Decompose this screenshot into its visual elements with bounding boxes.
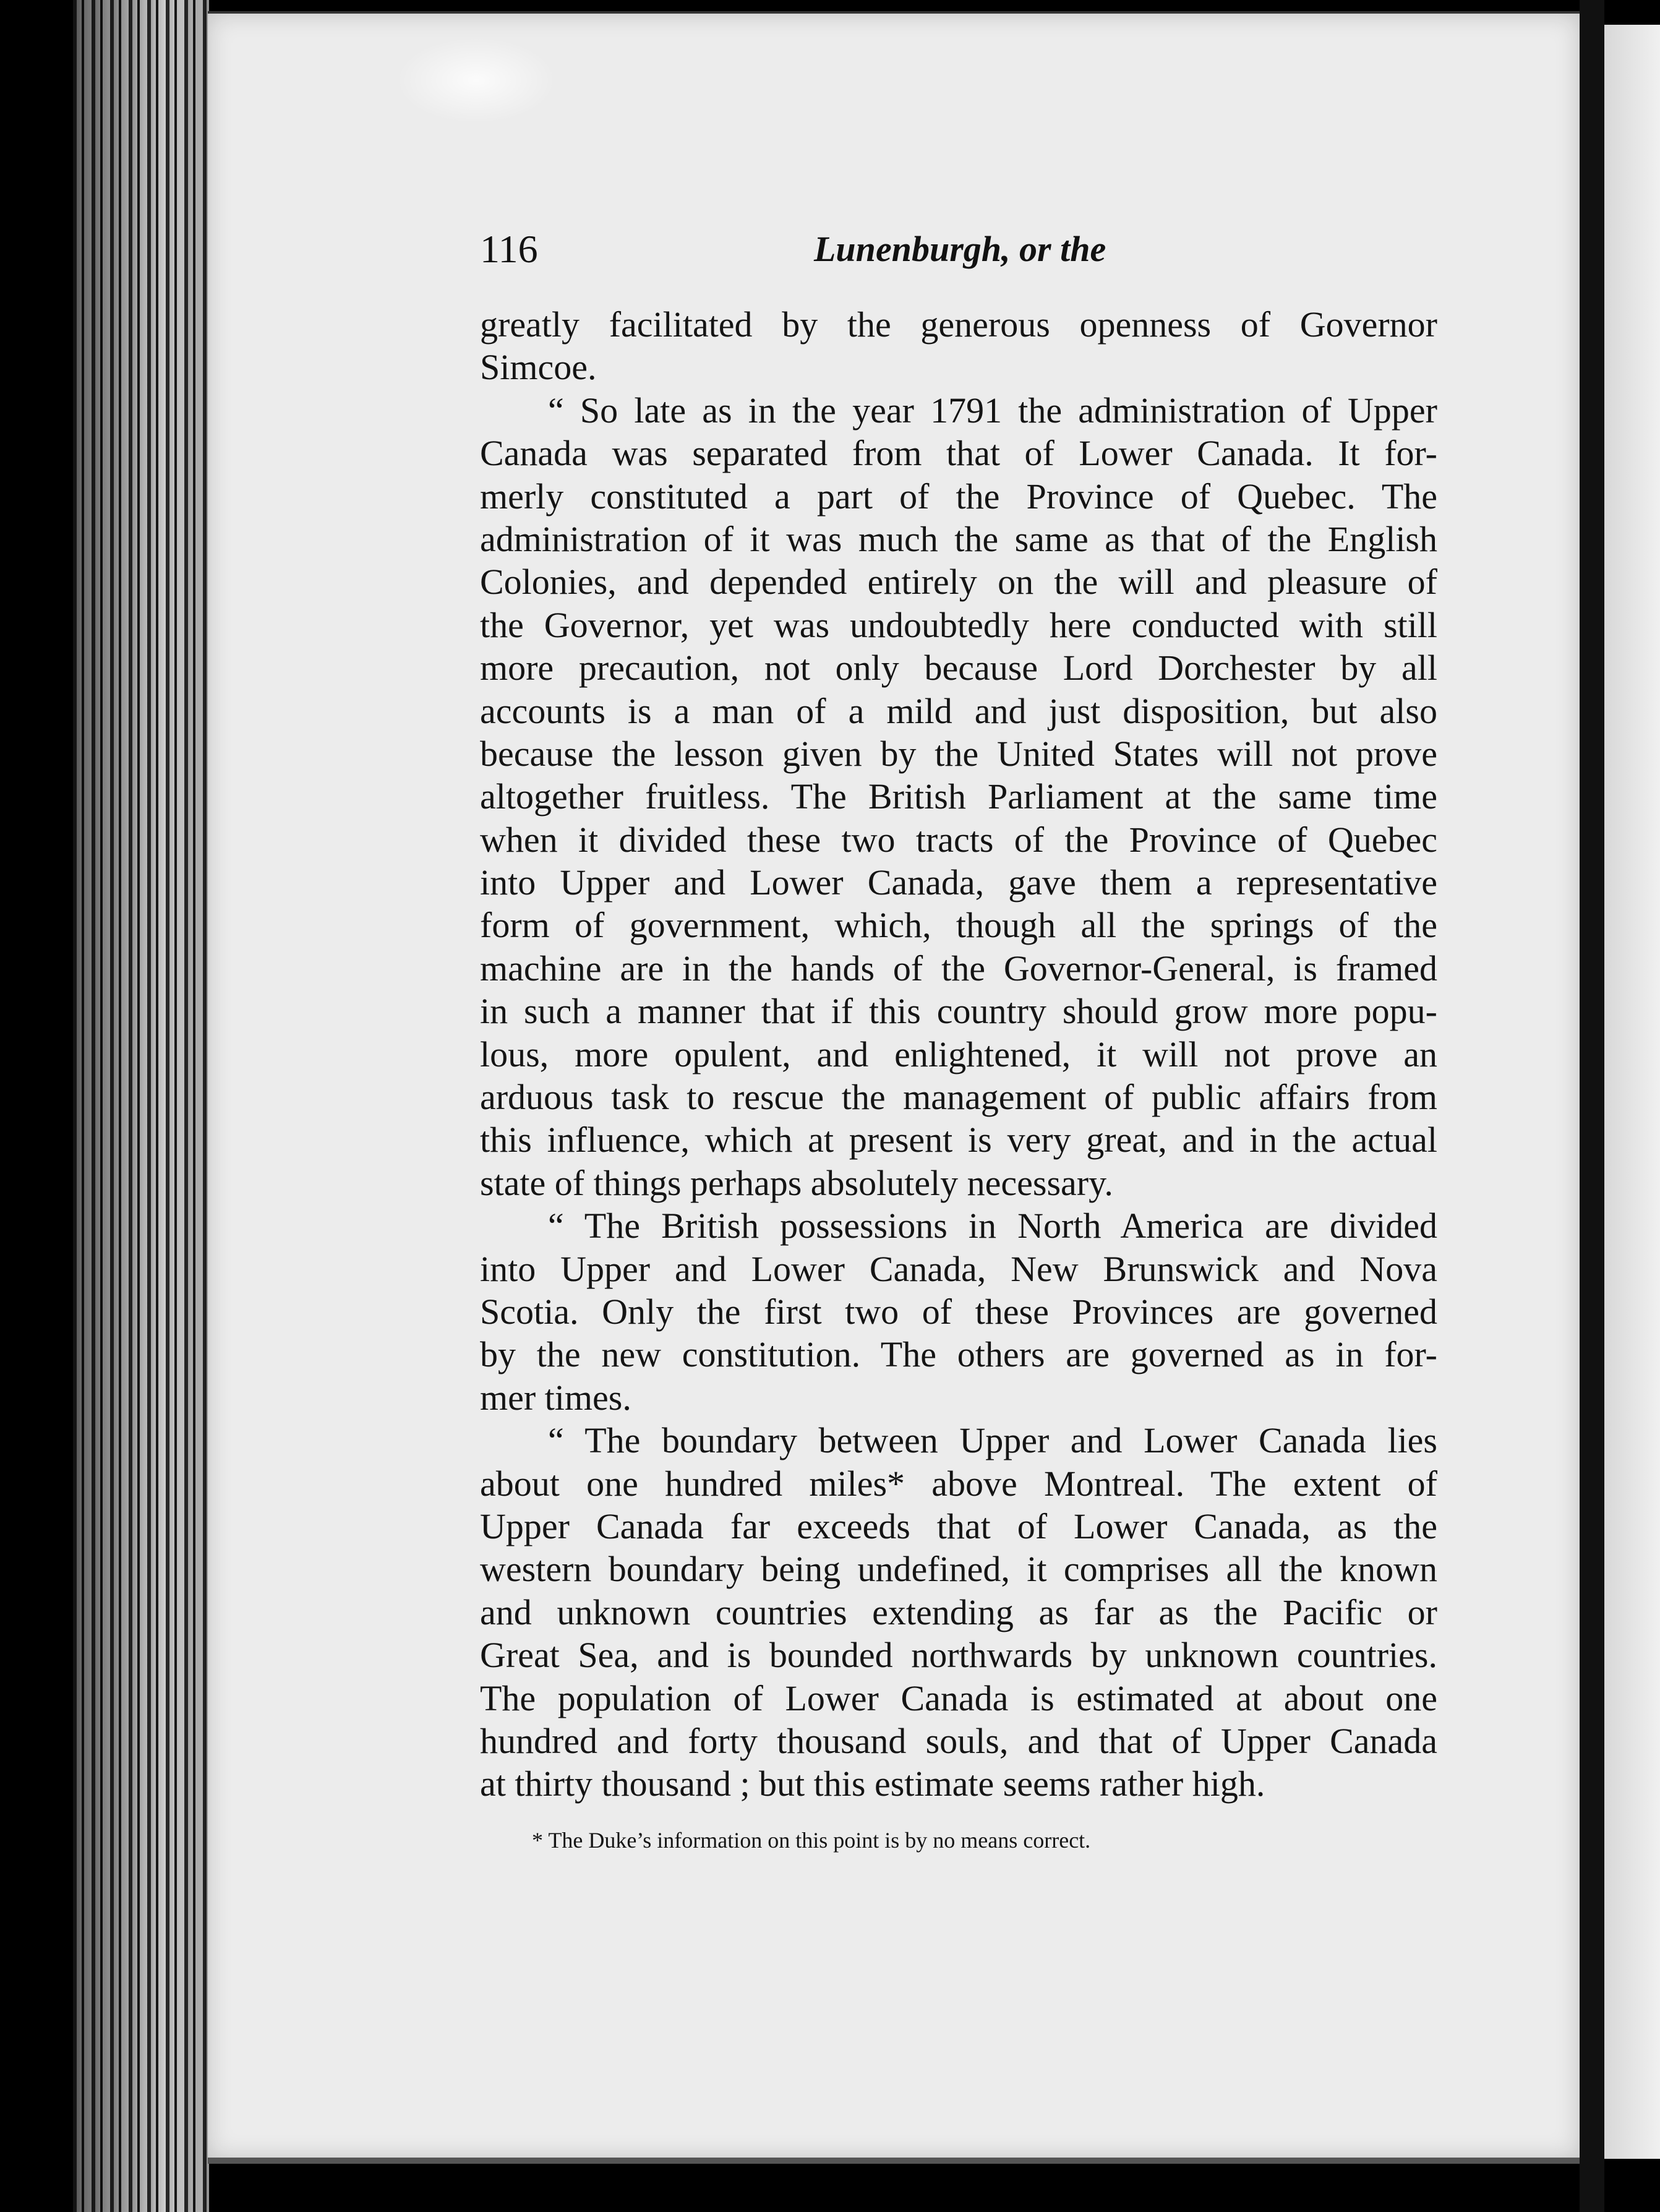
- body-text: [480, 303, 1437, 1806]
- text-line: lous, more opulent, and enlightened, it will not prove an: [480, 1034, 1437, 1074]
- text-line: “ The boundary between Upper and Lower Canada lies: [548, 1420, 1437, 1461]
- page-number: 116: [480, 227, 538, 271]
- text-line: because the lesson given by the United States will not prove: [480, 733, 1437, 774]
- book-gutter: [1580, 0, 1604, 2212]
- footnote: * The Duke’s information on this point is by no means correct.: [532, 1828, 1091, 1853]
- text-line: greatly facilitated by the generous openness of Governor: [480, 304, 1437, 345]
- text-line: Scotia. Only the first two of these Provinces are governed: [480, 1291, 1437, 1332]
- text-line: when it divided these two tracts of the Province of Quebec: [480, 819, 1437, 860]
- text-line: administration of it was much the same as that of the English: [480, 518, 1437, 559]
- text-line: arduous task to rescue the management of public affairs from: [480, 1077, 1437, 1118]
- text-line: and unknown countries extending as far as the Pacific or: [480, 1592, 1437, 1632]
- text-line: machine are in the hands of the Governor-General, is framed: [480, 948, 1437, 988]
- text-line: more precaution, not only because Lord Dorchester by all: [480, 648, 1437, 688]
- text-line: Colonies, and depended entirely on the will and pleasure of: [480, 562, 1437, 602]
- text-line: Great Sea, and is bounded northwards by unknown countries.: [480, 1635, 1437, 1676]
- page-bottom-edge: [208, 2158, 1580, 2164]
- text-line: Simcoe.: [480, 347, 597, 388]
- paper-smudge: [396, 37, 557, 124]
- page-edges-shadow: [73, 0, 209, 2212]
- text-line: western boundary being undefined, it comprises all the known: [480, 1549, 1437, 1590]
- page-header: [480, 228, 1437, 271]
- running-head: Lunenburgh, or the: [814, 229, 1106, 269]
- text-line: Upper Canada far exceeds that of Lower Canada, as the: [480, 1506, 1437, 1546]
- text-line: “ The British possessions in North America are divided: [548, 1206, 1437, 1246]
- text-line: into Upper and Lower Canada, gave them a representative: [480, 862, 1437, 903]
- text-line: form of government, which, though all the springs of the: [480, 905, 1437, 946]
- text-line: state of things perhaps absolutely necessary.: [480, 1162, 1113, 1203]
- text-line: hundred and forty thousand souls, and that of Upper Canada: [480, 1720, 1437, 1761]
- text-line: at thirty thousand ; but this estimate seems rather high.: [480, 1764, 1265, 1804]
- text-line: mer times.: [480, 1377, 631, 1418]
- text-line: in such a manner that if this country should grow more popu-: [480, 991, 1437, 1032]
- text-line: by the new constitution. The others are governed as in for-: [480, 1334, 1437, 1375]
- text-line: about one hundred miles* above Montreal. The extent of: [480, 1463, 1437, 1504]
- text-line: Canada was separated from that of Lower Canada. It for-: [480, 433, 1437, 474]
- next-page-sliver: [1604, 25, 1660, 2159]
- text-line: this influence, which at present is very great, and in the actual: [480, 1120, 1437, 1160]
- text-line: merly constituted a part of the Province of Quebec. The: [480, 476, 1437, 517]
- text-line: the Governor, yet was undoubtedly here conducted with still: [480, 604, 1437, 645]
- text-line: accounts is a man of a mild and just disposition, but also: [480, 690, 1437, 731]
- text-line: altogether fruitless. The British Parliament at the same time: [480, 776, 1437, 817]
- text-line: “ So late as in the year 1791 the administration of Upper: [548, 390, 1437, 431]
- text-line: The population of Lower Canada is estimated at about one: [480, 1678, 1437, 1718]
- text-line: into Upper and Lower Canada, New Brunswick and Nova: [480, 1248, 1437, 1289]
